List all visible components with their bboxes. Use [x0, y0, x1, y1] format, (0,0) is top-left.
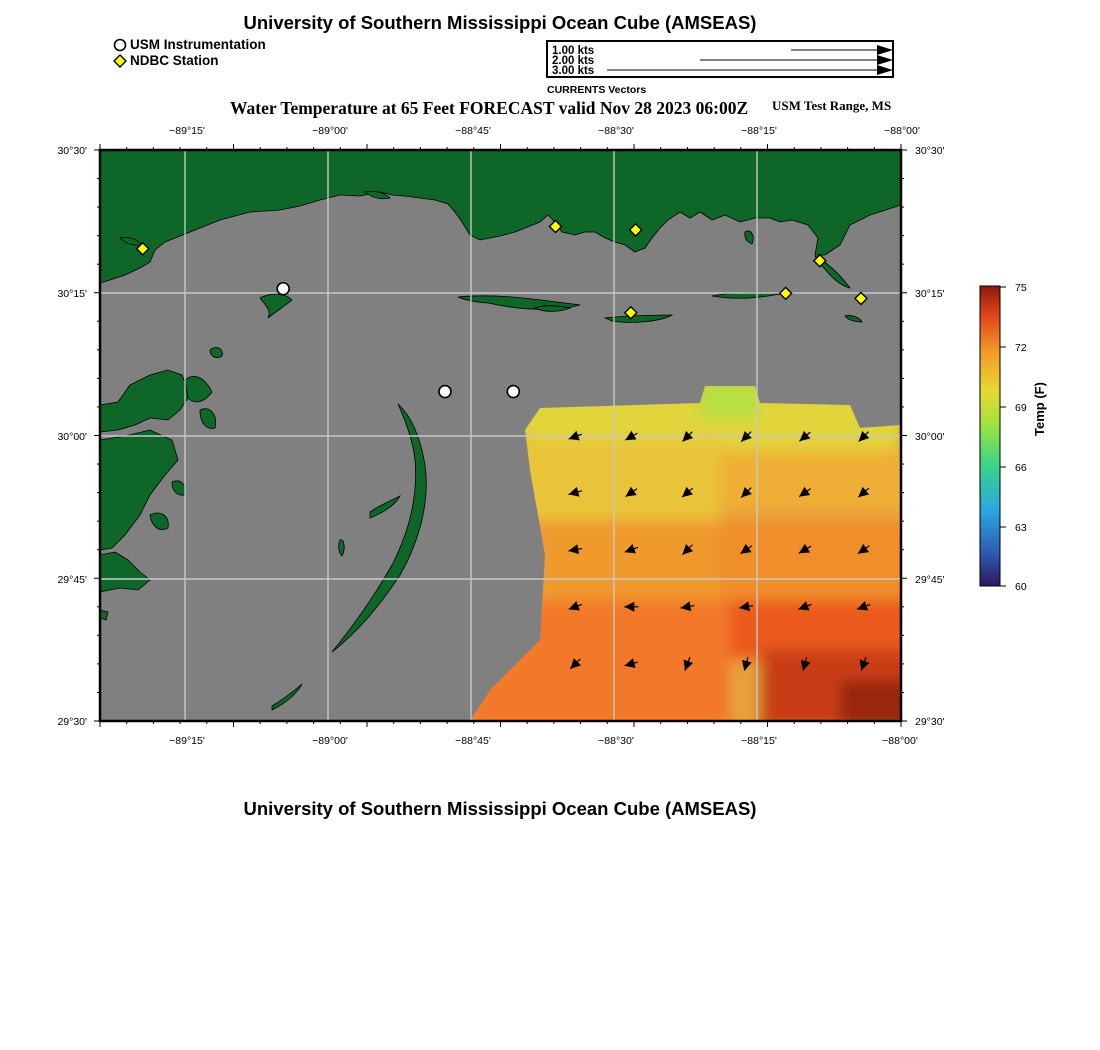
lon-tick-label: −89°15': [169, 125, 205, 137]
vector-scale-label-2: 2.00 kts: [552, 55, 595, 67]
colorbar-tick-label: 75: [1015, 282, 1027, 294]
colorbar-gradient: [980, 286, 1000, 586]
colorbar-tick-label: 63: [1015, 522, 1027, 534]
legend-usm-label: USM Instrumentation: [130, 37, 266, 52]
lon-tick-label: −88°00': [882, 735, 918, 747]
lon-tick-label: −88°45': [455, 125, 491, 137]
lon-tick-label: −88°15': [741, 735, 777, 747]
lon-ticks-top: [169, 125, 920, 137]
lat-tick-label: 30°15': [57, 288, 87, 300]
map-subtitle: Water Temperature at 65 Feet FORECAST valid Nov 28 2023 06:00Z: [230, 98, 749, 118]
usm-instrument-marker: [277, 283, 289, 295]
colorbar-tick-label: 66: [1015, 462, 1027, 474]
footer-title: University of Southern Mississippi Ocean Cube (AMSEAS): [243, 798, 757, 819]
lat-tick-label: 30°00': [915, 431, 945, 443]
lon-tick-label: −89°00': [312, 125, 348, 137]
colorbar-tick-label: 69: [1015, 402, 1027, 414]
lat-tick-label: 30°30': [57, 145, 87, 157]
lat-tick-label: 30°00': [57, 431, 87, 443]
lat-ticks-left: [57, 145, 87, 728]
usm-instrument-marker: [507, 386, 519, 398]
map-title: University of Southern Mississippi Ocean Cube (AMSEAS): [243, 12, 757, 33]
lat-tick-label: 29°30': [915, 716, 945, 728]
lat-tick-label: 30°15': [915, 288, 945, 300]
vector-scale-caption: CURRENTS Vectors: [547, 84, 647, 96]
vector-scale-label-3: 3.00 kts: [552, 65, 595, 77]
lon-tick-label: −88°00': [884, 125, 920, 137]
lat-tick-label: 29°45': [57, 574, 87, 586]
colorbar: [980, 282, 1027, 593]
legend-ndbc-label: NDBC Station: [130, 53, 219, 68]
colorbar-tick-label: 60: [1015, 581, 1027, 593]
lon-tick-label: −88°15': [741, 125, 777, 137]
usm-instrument-marker: [439, 386, 451, 398]
vector-scale-label-1: 1.00 kts: [552, 45, 595, 57]
lon-tick-label: −88°30': [598, 735, 634, 747]
range-label: USM Test Range, MS: [772, 98, 892, 113]
lon-tick-label: −89°15': [169, 735, 205, 747]
lon-tick-label: −89°00': [312, 735, 348, 747]
lat-tick-label: 29°30': [57, 716, 87, 728]
lon-ticks-bottom: [169, 735, 918, 747]
lat-tick-label: 29°45': [915, 574, 945, 586]
lon-tick-label: −88°45': [455, 735, 491, 747]
lat-ticks-right: [915, 145, 945, 728]
lat-tick-label: 30°30': [915, 145, 945, 157]
colorbar-tick-label: 72: [1015, 342, 1027, 354]
lon-tick-label: −88°30': [598, 125, 634, 137]
colorbar-title: Temp (F): [1032, 382, 1047, 436]
